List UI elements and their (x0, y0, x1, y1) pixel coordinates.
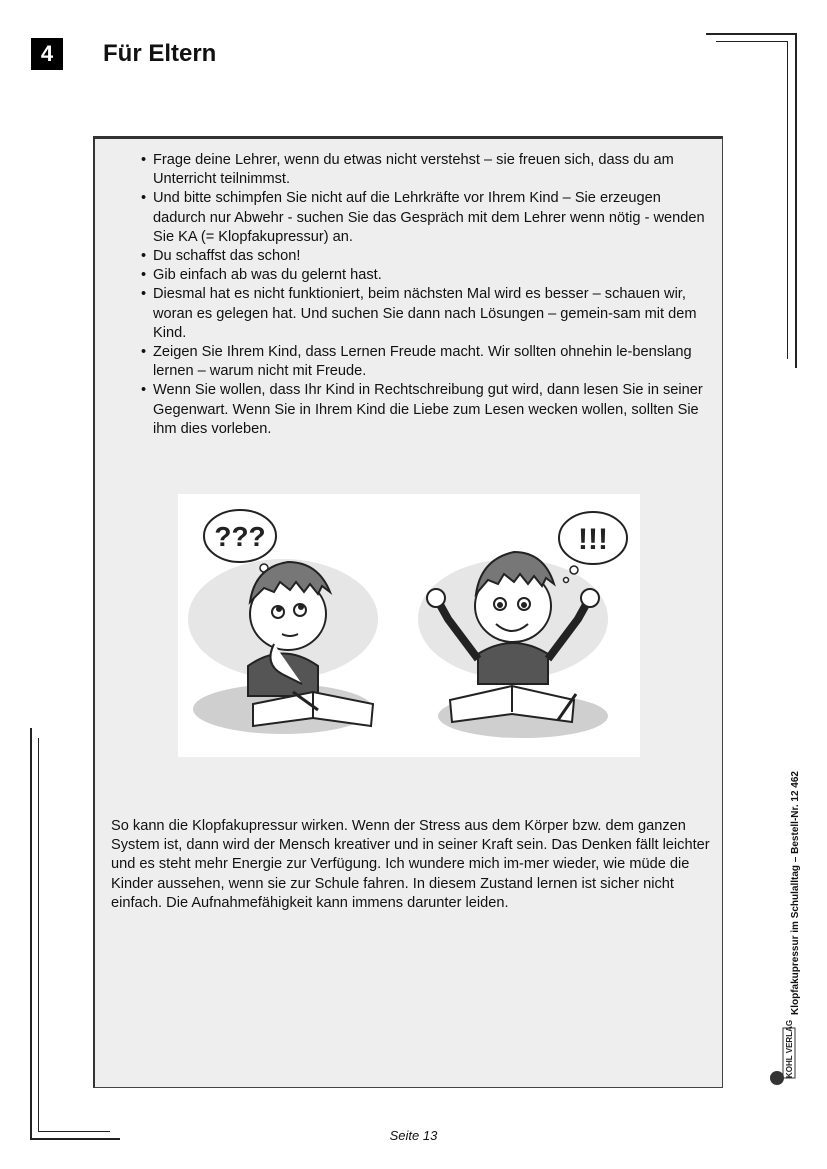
list-item: • Diesmal hat es nicht funktioniert, beim nächsten Mal wird es besser – schauen wir, woran es gelegen hat. Und suchen Sie dann nach Lösungen – gemein-sam mit dem Kind. (140, 285, 715, 343)
body-paragraph: So kann die Klopfakupressur wirken. Wenn der Stress aus dem Körper bzw. dem ganzen System ist, dann wird der Mensch kreativer und in seiner Kraft sein. Das Denken fällt leichter und es steht mehr Energie zur Verfügung. Ich wundere mich im-mer wieder, wie müde die Kinder aussehen, wenn sie zur Schule fahren. In diesem Zustand lernen ist sicher nicht einfach. Die Aufnahmefähigkeit kann immens darunter leiden. (111, 818, 710, 911)
frame-line (787, 41, 788, 359)
chapter-number: 4 (31, 38, 63, 70)
children-illustration (178, 494, 640, 757)
list-item: • Wenn Sie wollen, dass Ihr Kind in Rechtschreibung gut wird, dann lesen Sie in seiner Gegenwart. Wenn Sie in Ihrem Kind die Liebe zum Lesen wecken wollen, sollten Sie ihm dies vorleben. (140, 381, 715, 439)
svg-text:???: ??? (214, 521, 266, 552)
frame-line (795, 33, 797, 368)
list-item: • Gib einfach ab was du gelernt hast. (140, 266, 715, 285)
tips-list (140, 151, 715, 439)
frame-line (38, 738, 39, 1131)
publisher-logo (770, 1020, 796, 1088)
list-item: • Zeigen Sie Ihrem Kind, dass Lernen Freude macht. Wir sollten ohnehin le-benslang lernen – warum nicht mit Freude. (140, 343, 715, 381)
children-drawing (178, 494, 640, 757)
publisher-logo-graphic (770, 1020, 796, 1088)
frame-line (30, 728, 32, 1139)
frame-line (706, 33, 796, 35)
page-title: Für Eltern (103, 40, 217, 67)
page-number: Seite 13 (389, 1128, 438, 1143)
publisher-logo-text: KOHL VERLAG (785, 1020, 794, 1078)
side-imprint: Klopfakupressur im Schulalltag – Bestell-Nr. 12 462 (790, 771, 801, 1015)
frame-line (716, 41, 788, 42)
svg-text:!!!: !!! (578, 523, 608, 556)
list-item: • Und bitte schimpfen Sie nicht auf die Lehrkräfte vor Ihrem Kind – Sie erzeugen dadurch nur Abwehr - suchen Sie das Gespräch mit dem Lehrer wenn nötig - wenden Sie KA (= Klopfakupressur) an. (140, 189, 715, 247)
list-item: • Frage deine Lehrer, wenn du etwas nicht verstehst – sie freuen sich, dass du am Unterricht teilnimmst. (140, 151, 715, 189)
list-item: • Du schaffst das schon! (140, 247, 715, 266)
